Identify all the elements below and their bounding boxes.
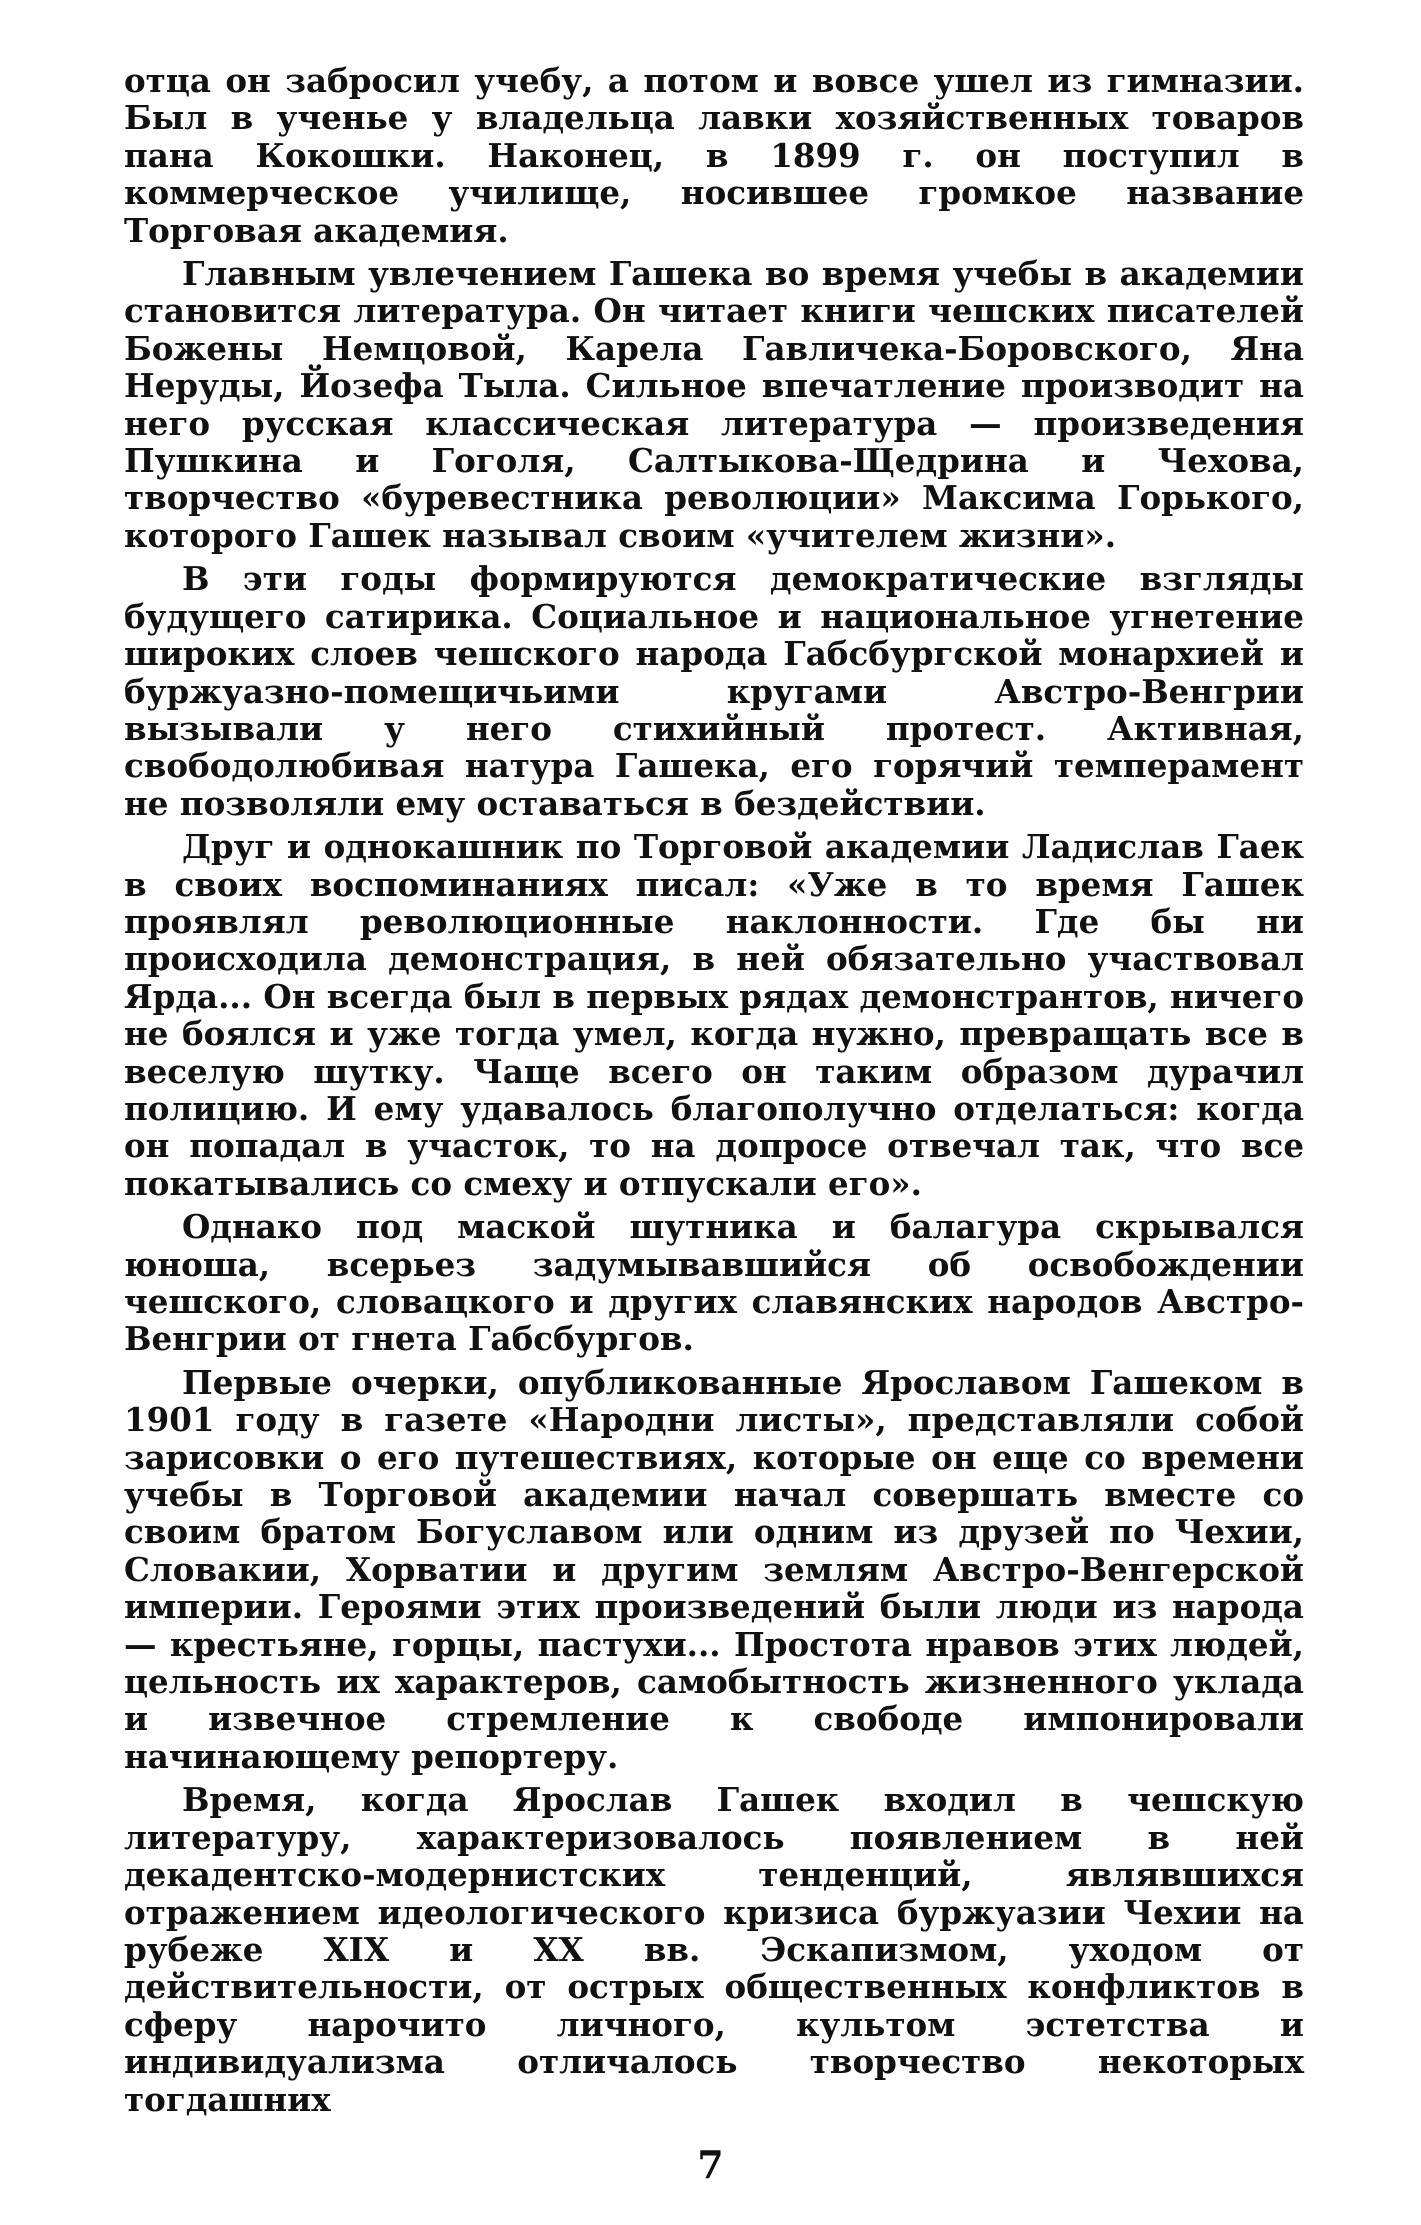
- paragraph-7: Время, когда Ярослав Гашек входил в чешскую литературу, характеризовалось появлением в ней декадентско-модернистских тенденций, являвшихся отражением идеологического кризиса буржуазии Чехии на рубеже XIX и XX вв. Эскапизмом, уходом от действительности, от острых общественных конфликтов в сферу нарочито личного, культом эстетства и индивидуализма отличалось творчество некоторых тогдашних: [124, 1780, 1304, 2119]
- page-number: 7: [697, 2142, 724, 2187]
- paragraph-6: Первые очерки, опубликованные Ярославом Гашеком в 1901 году в газете «Народни листы», представляли собой зарисовки о его путешествиях, которые он еще со времени учебы в Торговой академии начал совершать вместе со своим братом Богуславом или одним из друзей по Чехии, Словакии, Хорватии и другим землям Австро-Венгерской империи. Героями этих произведений были люди из народа — крестьяне, горцы, пастухи... Простота нравов этих людей, цельность их характеров, самобытность жизненного уклада и извечное стремление к свободе импонировали начинающему репортеру.: [124, 1362, 1304, 1776]
- paragraph-2: Главным увлечением Гашека во время учебы в академии становится литература. Он читает книги чешских писателей Божены Немцовой, Карела Гавличека-Боровского, Яна Неруды, Йозефа Тыла. Сильное впечатление производит на него русская классическая литература — произведения Пушкина и Гоголя, Салтыкова-Щедрина и Чехова, творчество «буревестника революции» Максима Горького, которого Гашек называл своим «учителем жизни».: [124, 254, 1304, 555]
- paragraph-3: В эти годы формируются демократические взгляды будущего сатирика. Социальное и национальное угнетение широких слоев чешского народа Габсбургской монархией и буржуазно-помещичьими кругами Австро-Венгрии вызывали у него стихийный протест. Активная, свободолюбивая натура Гашека, его горячий темперамент не позволяли ему оставаться в бездействии.: [124, 559, 1304, 823]
- paragraph-4: Друг и однокашник по Торговой академии Ладислав Гаек в своих воспоминаниях писал: «Уже в то время Гашек проявлял революционные наклонности. Где бы ни происходила демонстрация, в ней обязательно участвовал Ярда... Он всегда был в первых рядах демонстрантов, ничего не боялся и уже тогда умел, когда нужно, превращать все в веселую шутку. Чаще всего он таким образом дурачил полицию. И ему удавалось благополучно отделаться: когда он попадал в участок, то на допросе отвечал так, что все покатывались со смеху и отпускали его».: [124, 827, 1304, 1203]
- document-page: [124, 62, 1304, 2124]
- paragraph-1: отца он забросил учебу, а потом и вовсе ушел из гимназии. Был в ученье у владельца лавки хозяйственных товаров пана Кокошки. Наконец, в 1899 г. он поступил в коммерческое училище, носившее громкое название Торговая академия.: [124, 61, 1304, 250]
- paragraph-5: Однако под маской шутника и балагура скрывался юноша, всерьез задумывавшийся об освобождении чешского, словацкого и других славянских народов Австро-Венгрии от гнета Габсбургов.: [124, 1207, 1304, 1359]
